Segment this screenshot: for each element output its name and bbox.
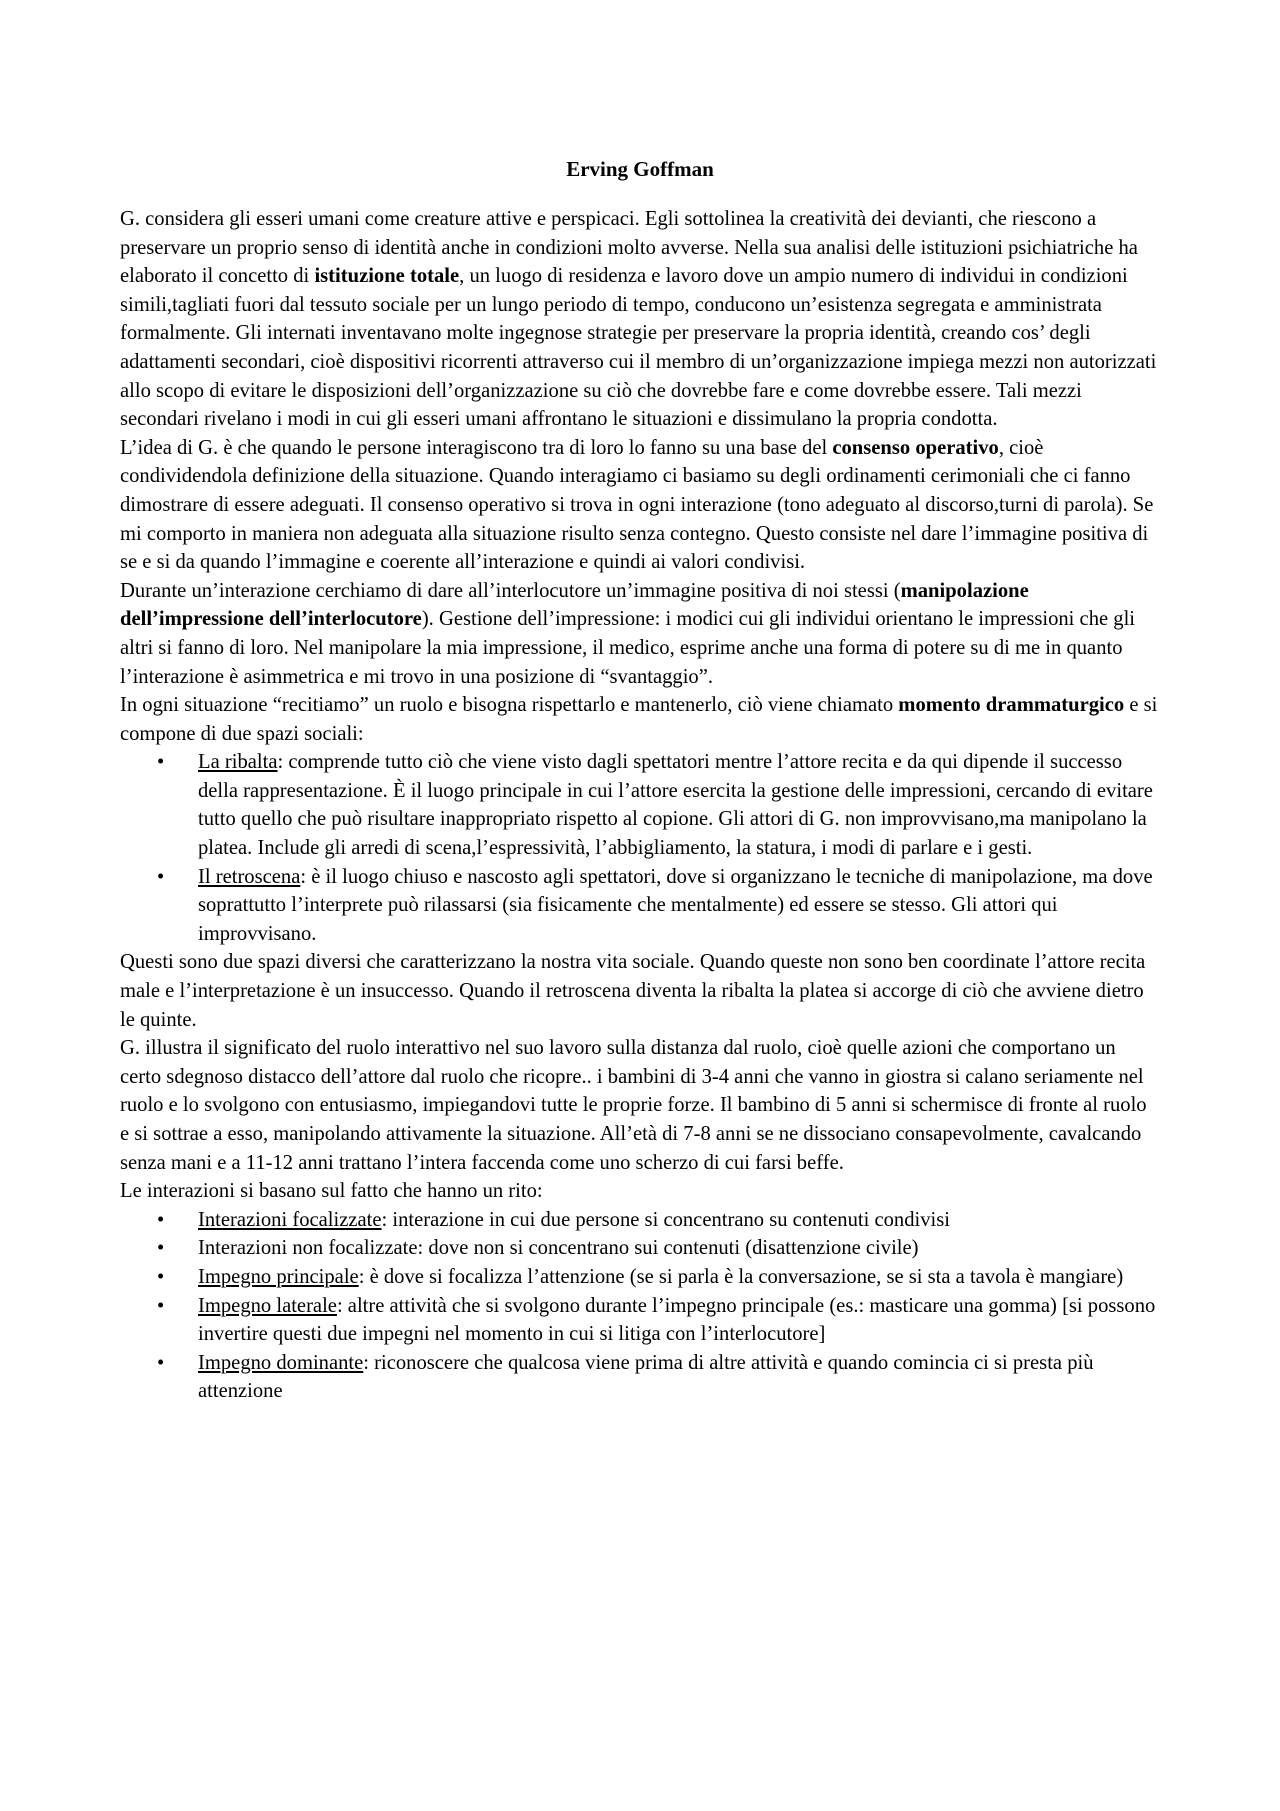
list-item bbox=[120, 1234, 1160, 1263]
paragraph-text: In ogni situazione “recitiamo” un ruolo e bisogna rispettarlo e mantenerlo, ciò viene chiamato bbox=[120, 694, 899, 717]
paragraph-text: , cioè condividendola definizione della situazione. Quando interagiamo ci basiamo su degli ordinamenti cerimoniali che ci fanno dimostrare di essere adeguati. Il consenso operativo si trova in ogni interazione (tono adeguato al discorso,turni di parola). Se mi comporto in maniera non adeguata alla situazione risulto senza contegno. Questo consiste nel dare l’immagine positiva di se e si da quando l’immagine e coerente all’interazione e quindi ai valori condivisi. bbox=[120, 436, 1154, 574]
list-item-text: : altre attività che si svolgono durante l’impegno principale (es.: masticare una gomma) [si possono invertire questi due impegni nel momento in cui si litiga con l’interlocutore] bbox=[198, 1294, 1156, 1346]
paragraph-text: ). Gestione dell’impressione: i modici cui gli individui orientano le impressioni che gli altri si fanno di loro. Nel manipolare la mia impressione, il medico, esprime anche una forma di potere su di me in quanto l’interazione è asimmetrica e mi trovo in una posizione di “svantaggio”. bbox=[120, 608, 1136, 688]
paragraph-rito: Le interazioni si basano sul fatto che hanno un rito: bbox=[120, 1180, 543, 1203]
paragraph-manipolazione bbox=[120, 577, 1160, 691]
spazi-sociali-list bbox=[120, 748, 1160, 948]
list-item-text: : comprende tutto ciò che viene visto dagli spettatori mentre l’attore recita e da qui dipende il successo della rappresentazione. È il luogo principale in cui l’attore esercita la gestione delle impressioni, cercando di evitare tutto quello che può risultare inappropriato rispetto al copione. Gli attori di G. non improvvisano,ma manipolano la platea. Include gli arredi di scena,l’espressività, l’abbigliamento, la statura, i modi di parlare e i gesti. bbox=[198, 751, 1153, 860]
list-item-term: La ribalta bbox=[198, 751, 278, 774]
list-item bbox=[120, 1292, 1160, 1349]
list-item-term: Impegno principale bbox=[198, 1265, 359, 1288]
document-page bbox=[120, 155, 1160, 1406]
paragraph-istituzione-totale bbox=[120, 205, 1160, 434]
list-item bbox=[120, 748, 1160, 862]
list-item bbox=[120, 1349, 1160, 1406]
key-term: momento drammaturgico bbox=[898, 694, 1125, 717]
list-item-term: Interazioni focalizzate bbox=[198, 1208, 382, 1231]
bullet-icon: • bbox=[157, 1208, 165, 1231]
bullet-icon: • bbox=[157, 1237, 165, 1260]
list-item-term: Il retroscena bbox=[198, 865, 301, 888]
paragraph-distanza-ruolo: G. illustra il significato del ruolo interattivo nel suo lavoro sulla distanza dal ruolo, cioè quelle azioni che comportano un certo sdegnoso distacco dell’attore dal ruolo che ricopre.. i bambini di 3-4 anni che vanno in giostra si calano seriamente nel ruolo e lo svolgono con entusiasmo, impiegandovi tutte le proprie forze. Il bambino di 5 anni si schermisce di fronte al ruolo e si sottrae a esso, manipolando attivamente la situazione. All’età di 7-8 anni se ne dissociano consapevolmente, cavalcando senza mani e a 11-12 anni trattano l’intera faccenda come uno scherzo di cui farsi beffe. bbox=[120, 1037, 1147, 1174]
bullet-icon: • bbox=[157, 1294, 165, 1317]
paragraph-text: e si compone di due spazi sociali: bbox=[120, 694, 1158, 745]
list-item-term: Impegno dominante bbox=[198, 1351, 364, 1374]
paragraph-text: Durante un’interazione cerchiamo di dare all’interlocutore un’immagine positiva di noi stessi ( bbox=[120, 579, 901, 602]
paragraph-momento-drammaturgico bbox=[120, 691, 1160, 748]
bullet-icon: • bbox=[157, 1351, 165, 1374]
list-item bbox=[120, 1263, 1160, 1292]
bullet-icon: • bbox=[157, 1265, 165, 1288]
key-term: consenso operativo bbox=[832, 436, 999, 459]
paragraph-spazi: Questi sono due spazi diversi che caratterizzano la nostra vita sociale. Quando queste non sono ben coordinate l’attore recita male e l’interpretazione è un insuccesso. Quando il retroscena diventa la ribalta la platea si accorge di ciò che avviene dietro le quinte. bbox=[120, 951, 1146, 1031]
list-item-text: Interazioni non focalizzate: dove non si concentrano sui contenuti (disattenzione civile) bbox=[198, 1237, 919, 1260]
paragraph-consenso-operativo bbox=[120, 434, 1160, 577]
list-item-text: : riconoscere che qualcosa viene prima di altre attività e quando comincia ci si presta più attenzione bbox=[198, 1351, 1094, 1403]
list-item-text: : è il luogo chiuso e nascosto agli spettatori, dove si organizzano le tecniche di manipolazione, ma dove soprattutto l’interprete può rilassarsi (sia fisicamente che mentalmente) ed essere se stesso. Gli attori qui improvvisano. bbox=[198, 865, 1153, 945]
list-item bbox=[120, 1206, 1160, 1235]
page-title: Erving Goffman bbox=[566, 157, 714, 181]
paragraph-text: G. considera gli esseri umani come creature attive e perspicaci. Egli sottolinea la creatività dei devianti, che riescono a preservare un proprio senso di identità anche in condizioni molto avverse. Nella sua analisi delle istituzioni psichiatriche ha elaborato il concetto di bbox=[120, 208, 1138, 288]
key-term: istituzione totale bbox=[314, 265, 460, 288]
paragraph-text: L’idea di G. è che quando le persone interagiscono tra di loro lo fanno su una base del bbox=[120, 436, 833, 459]
list-item bbox=[120, 863, 1160, 949]
list-item-text: : interazione in cui due persone si concentrano su contenuti condivisi bbox=[381, 1208, 950, 1231]
bullet-icon: • bbox=[157, 751, 165, 774]
key-term: manipolazione dell’impressione dell’interlocutore bbox=[120, 579, 1029, 631]
interazioni-list bbox=[120, 1206, 1160, 1406]
paragraph-text: , un luogo di residenza e lavoro dove un ampio numero di individui in condizioni simili,tagliati fuori dal tessuto sociale per un lungo periodo di tempo, conducono un’esistenza segregata e amministrata formalmente. Gli internati inventavano molte ingegnose strategie per preservare la propria identità, creando cos’ degli adattamenti secondari, cioè dispositivi ricorrenti attraverso cui il membro di un’organizzazione impiega mezzi non autorizzati allo scopo di evitare le disposizioni dell’organizzazione su ciò che dovrebbe fare e come dovrebbe essere. Tali mezzi secondari rivelano i modi in cui gli esseri umani affrontano le situazioni e dissimulano la propria condotta. bbox=[120, 265, 1157, 431]
list-item-term: Impegno laterale bbox=[198, 1294, 337, 1317]
bullet-icon: • bbox=[157, 865, 165, 888]
list-item-text: : è dove si focalizza l’attenzione (se si parla è la conversazione, se si sta a tavola è mangiare) bbox=[358, 1265, 1124, 1288]
